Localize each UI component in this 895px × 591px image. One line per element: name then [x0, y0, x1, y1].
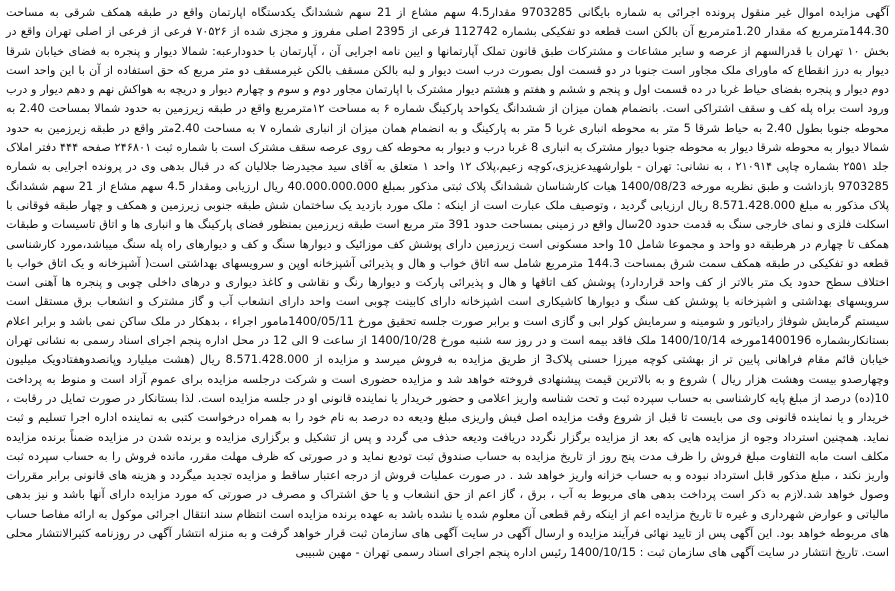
- auction-notice-text: آگهی مزایده اموال غیر منقول پرونده اجرائی به شماره بایگانی 9703285 مقدار4.5 سهم مشاع از 21 سهم ششدانگ یکدستگاه اپارتمان واقع در طبقه همکف شرقی به مساحت 144.30مترمربع که مقدار 1.20مترمربع آن بالکن است قطعه دو تفکیکی بشماره 112742 فرعی از 2395 اصلی مفروز و مجزی شده از ۷۰۵۲۶ فرعی از فرعی از اصلی تهران واقع در بخش ۱۰ تهران با قدرالسهم از عرصه و سایر مشاعات و مشترکات طبق قانون تملک آپارتمانها و ایین نامه اجرایی آن ، آپارتمان با حدودارعبه: شمالا دیوار و پنجره به فضای خیابان شرقا دیوار به درز انقطاع که ماورای ملک مجاور است جنوبا در دو قسمت اول بصورت درب است دیوار و لبه بالکن مسقف بالکن غیرمسقف دو متر مربع که حق استفاده از آن با این واحد است دوم دیوار و پنجره بفضای حیاط غربا در ده قسمت اول و پنجم و ششم و هفتم و هشتم دیوار مشترک با اپارتمان مجاور دوم و سوم و چهارم دیوار و دریچه به هواکش نهم و دهم دیوار و درب ورود است براه پله کف و سقف اشتراکی است. بانضمام همان میزان از ششدانگ یکواحد پارکینگ شماره ۶ به مساحت ۱۲مترمربع واقع در طبقه زیرزمین به حدود شمالا بمساحت 2.40 به محوطه جنوبا بطول 2.40 به حیاط شرقا 5 متر به محوطه انباری غربا 5 متر به پارکینگ و به انضمام همان میزان از انباری شماره ۷ به مساحت 2.40متر واقع در طبقه زیرزمین به حدود شمالا دیوار به محوطه شرقا دیوار به محوطه جنوبا دیوار مشترک به انباری 8 غربا درب و دیوار به محوطه کف روی عرصه سقف مشترک است با شماره ثبت ۲۴۶۸۰۱ صفحه ۴۴۴ دفتر املاک جلد ۲۵۵۱ بشماره چاپی ۲۱۰۹۱۴ ، به نشانی: تهران - بلوارشهیدعزیزی،کوچه زعیم،پلاک ۱۲ واحد ۱ متعلق به آقای سید مجیدرضا جلالیان که در قبال بدهی وی در پرونده اجرایی به شماره 9703285 بازداشت و طبق نظریه مورخه 1400/08/23 هیات کارشناسان ششدانگ پلاک ثبتی مذکور بمبلغ 40.000.000.000 ریال ارزیابی ومقدار 4.5 سهم مشاع از 21 سهم ششدانگ پلاک مذکور به مبلغ 8.571.428.000 ریال ارزیابی گردید ، وتوصیف ملک عبارت است از اینکه : ملک مورد بازدید یک ساختمان شش طبقه جنوبی زیرزمین و همکف و چهار طبقه فوقانی با اسکلت فلزی و نمای خارجی سنگ به قدمت حدود 20سال واقع در زمینی بمساحت حدود 391 متر مربع است طبقه زیرزمین بمنظور فضای پارکینگ ها و انباری ها و اتاق تاسیسات و طبقات همکف تا چهارم در هرطبقه دو واحد و مجموعا شامل 10 واحد مسکونی است زیرزمین دارای پوشش کف موزائیک و دیوارها سنگ و کف و دیوارهای راه پله سنگ میباشد،مورد کارشناسی قطعه دو تفکیکی در طبقه همکف سمت شرق بمساحت 144.3 مترمربع شامل سه اتاق خواب و هال و پذیرائی آشپزخانه اوپن و سرویسهای بهداشتی است( آشپزخانه و یک اتاق خواب با اختلاف سطح حدود یک متر بالاتر از کف واحد قراردارد) پوشش کف اتاقها و هال و پذیرائی پارکت و دیوارها رنگ و نقاشی و کاغذ دیواری و درهای داخلی چوبی و پنجره ها آهنی است سرویسهای بهداشتی و اشپزخانه با پوشش کف سنگ و دیوارها کاشیکاری است اشپزخانه دارای کابینت چوبی است واحد دارای انشعاب آب و گاز مشترک و انشعاب برق مستقل است سیستم گرمایش شوفاژ رادیاتور و شومینه و سرمایش کولر ابی و گازی است و برابر صورت جلسه تحقیق مورخ 1400/05/11مامور اجراء ، بدهکار در ملک ساکن نمی باشد و برابر اعلام بستانکاربشماره 1400196مورخه 1400/10/14 ملک فاقد بیمه است و در روز سه شنبه مورخ 1400/10/28 از ساعت 9 الی 12 در محل اداره پنجم اجرای اسناد رسمی به نشانی تهران خیابان قائم مقام فراهانی پایین تر از بهشتی کوچه میرزا حسنی پلاک3 از طریق مزایده به فروش میرسد و مزایده از 8.571.428.000 ریال (هشت میلیارد وپانصدوهفتادویک میلیون وچهارصدو بیست وهشت هزار ریال ) شروع و به بالاترین قیمت پیشنهادی فروخته خواهد شد و مزایده حضوری است و شرکت درجلسه مزایده برای عموم آزاد است و منوط به پرداخت 10(ده) درصد از مبلغ پایه کارشناسی به حساب سپرده ثبت و تحت شناسه واریز اعلامی و حضور خریدار یا نماینده قانونی او در جلسه مزایده است. لذا بستانکار در صورت تمایل در رقابت ، خریدار و یا نماینده قانونی وی می بایست تا قبل از شروع وقت مزایده اصل فیش واریزی مبلغ ودیعه ده درصد به نام خود را به همراه درخواست کتبی به نماینده اداره اجرا تسلیم و ثبت نماید. همچنین استرداد وجوه از مزایده هایی که بعد از مزایده برگزار نگردد دریافت ودیعه حذف می گردد و پس از تشکیل و برگزاری مزایده و برنده شدن در مزایده ضمناً برنده مزایده مکلف است مابه التفاوت مبلغ فروش را ظرف مدت پنج روز از تاریخ مزایده به حساب صندوق ثبت تودیع نماید و در صورتی که ظرف مهلت مقرر، مانده فروش را به حساب سپرده ثبت واریز نکند ، مبلغ مذکور قابل استرداد نبوده و به حساب خزانه واریز خواهد شد . در صورت عملیات فروش از درجه اعتبار ساقط و مزایده تجدید میگردد و هزینه های قانونی برابر مقررات وصول خواهد شد.لازم به ذکر است پرداخت بدهی های مربوط به آب ، برق ، گاز اعم از حق انشعاب و یا حق اشتراک و مصرف در صورتی که مورد مزایده دارای آنها باشد و نیز بدهی مالیاتی و عوارض شهرداری و غیره تا تاریخ مزایده اعم از اینکه رقم قطعی آن معلوم شده یا نشده باشد به عهده برنده مزایده است انتظام سند انتقال اجرائی موکول به ارائه مفاصا حساب های مربوطه خواهد بود. این آگهی پس از تایید نهائی فرآیند مزایده و ارسال آگهی در سایت آگهی های سازمان ثبت قرار خواهد گرفت و به منزله انتشار آگهی در روزنامه کثیرالانتشار محلی است. تاریخ انتشار در سایت آگهی های سازمان ثبت : 1400/10/15 رئیس اداره پنجم اجرای اسناد رسمی تهران - مهین شبیبی: [6, 5, 890, 560]
